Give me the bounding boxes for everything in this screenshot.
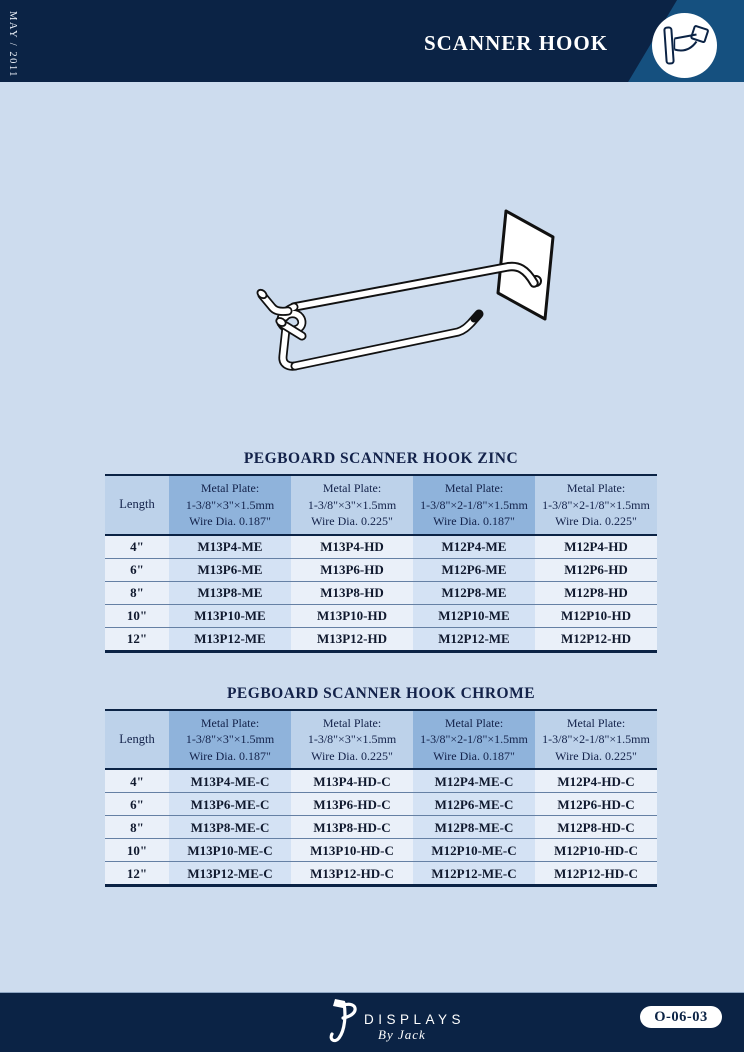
spec-column-header: Metal Plate: 1-3/8"×3"×1.5mm Wire Dia. 0.225": [291, 475, 413, 535]
product-code-cell: M13P6-HD: [291, 558, 413, 581]
header-band: [0, 0, 744, 82]
product-code-cell: M13P6-ME: [169, 558, 291, 581]
product-code-cell: M13P12-HD: [291, 627, 413, 651]
spec-row: [105, 581, 657, 604]
product-code-cell: M13P6-ME-C: [169, 793, 291, 816]
length-cell: 10": [105, 604, 169, 627]
product-code-cell: M12P10-ME: [413, 604, 535, 627]
brand-logo: [328, 997, 508, 1047]
issue-date: MAY / 2011: [7, 11, 18, 78]
length-cell: 4": [105, 769, 169, 793]
length-cell: 12": [105, 627, 169, 651]
spec-row: [105, 558, 657, 581]
product-code-cell: M12P8-ME-C: [413, 816, 535, 839]
product-code-cell: M13P4-HD: [291, 535, 413, 559]
spec-table: [105, 474, 657, 653]
spec-table-section-zinc: [105, 450, 657, 653]
product-code-cell: M13P8-HD-C: [291, 816, 413, 839]
length-cell: 8": [105, 581, 169, 604]
product-code-cell: M13P8-ME-C: [169, 816, 291, 839]
spec-row: [105, 604, 657, 627]
length-cell: 10": [105, 839, 169, 862]
product-code-cell: M13P10-ME: [169, 604, 291, 627]
doc-code-badge: O-06-03: [640, 1006, 722, 1028]
product-illustration: [250, 195, 570, 385]
product-code-cell: M13P4-HD-C: [291, 769, 413, 793]
spec-column-header: Metal Plate: 1-3/8"×2-1/8"×1.5mm Wire Dia. 0.187": [413, 710, 535, 770]
product-code-cell: M12P4-ME: [413, 535, 535, 559]
product-code-cell: M12P4-HD-C: [535, 769, 657, 793]
wire-black-tip: [474, 314, 479, 319]
spec-column-header: Metal Plate: 1-3/8"×2-1/8"×1.5mm Wire Dia. 0.187": [413, 475, 535, 535]
brand-monogram-icon: [328, 998, 362, 1046]
product-code-cell: M13P8-ME: [169, 581, 291, 604]
product-code-cell: M13P12-ME: [169, 627, 291, 651]
lower-wire: [295, 314, 479, 366]
hook-badge-circle: [652, 13, 717, 78]
product-code-cell: M12P12-ME-C: [413, 862, 535, 886]
product-code-cell: M12P4-ME-C: [413, 769, 535, 793]
product-code-cell: M12P8-ME: [413, 581, 535, 604]
tables-host: [105, 450, 657, 887]
spec-row: [105, 769, 657, 793]
product-code-cell: M13P10-HD: [291, 604, 413, 627]
product-code-cell: M12P10-ME-C: [413, 839, 535, 862]
product-code-cell: M13P12-HD-C: [291, 862, 413, 886]
length-cell: 6": [105, 558, 169, 581]
spec-column-header: Metal Plate: 1-3/8"×3"×1.5mm Wire Dia. 0.187": [169, 475, 291, 535]
table-title: PEGBOARD SCANNER HOOK CHROME: [226, 684, 536, 702]
spec-row: [105, 816, 657, 839]
product-code-cell: M12P6-ME-C: [413, 793, 535, 816]
product-code-cell: M12P10-HD-C: [535, 839, 657, 862]
product-code-cell: M12P12-HD-C: [535, 862, 657, 886]
length-cell: 12": [105, 862, 169, 886]
product-code-cell: M12P8-HD: [535, 581, 657, 604]
product-code-cell: M13P12-ME-C: [169, 862, 291, 886]
product-code-cell: M13P4-ME-C: [169, 769, 291, 793]
product-code-cell: M13P10-ME-C: [169, 839, 291, 862]
product-code-cell: M12P12-HD: [535, 627, 657, 651]
product-code-cell: M13P10-HD-C: [291, 839, 413, 862]
spec-row: [105, 627, 657, 651]
hook-loop: [256, 288, 302, 366]
length-cell: 4": [105, 535, 169, 559]
length-column-header: Length: [105, 710, 169, 770]
product-code-cell: M12P8-HD-C: [535, 816, 657, 839]
product-code-cell: M12P6-HD: [535, 558, 657, 581]
spec-row: [105, 862, 657, 886]
table-title: PEGBOARD SCANNER HOOK ZINC: [243, 450, 519, 467]
header-row: [105, 710, 657, 770]
spec-column-header: Metal Plate: 1-3/8"×3"×1.5mm Wire Dia. 0.187": [169, 710, 291, 770]
product-code-cell: M12P6-ME: [413, 558, 535, 581]
spec-table-section-chrome: [105, 685, 657, 888]
length-cell: 6": [105, 793, 169, 816]
product-code-cell: M13P4-ME: [169, 535, 291, 559]
product-code-cell: M12P4-HD: [535, 535, 657, 559]
length-column-header: Length: [105, 475, 169, 535]
product-code-cell: M13P8-HD: [291, 581, 413, 604]
spec-column-header: Metal Plate: 1-3/8"×3"×1.5mm Wire Dia. 0.225": [291, 710, 413, 770]
brand-byline: By Jack: [378, 1027, 426, 1042]
spec-column-header: Metal Plate: 1-3/8"×2-1/8"×1.5mm Wire Dia. 0.225": [535, 710, 657, 770]
header-row: [105, 475, 657, 535]
spec-table: [105, 709, 657, 888]
spec-row: [105, 839, 657, 862]
product-code-cell: M12P10-HD: [535, 604, 657, 627]
product-code-cell: M13P6-HD-C: [291, 793, 413, 816]
scanner-hook-icon: [652, 13, 717, 78]
spec-row: [105, 535, 657, 559]
spec-column-header: Metal Plate: 1-3/8"×2-1/8"×1.5mm Wire Dia. 0.225": [535, 475, 657, 535]
product-code-cell: M12P6-HD-C: [535, 793, 657, 816]
brand-name: DISPLAYS: [364, 1012, 466, 1027]
length-cell: 8": [105, 816, 169, 839]
product-code-cell: M12P12-ME: [413, 627, 535, 651]
spec-row: [105, 793, 657, 816]
page-title: SCANNER HOOK: [423, 31, 609, 55]
